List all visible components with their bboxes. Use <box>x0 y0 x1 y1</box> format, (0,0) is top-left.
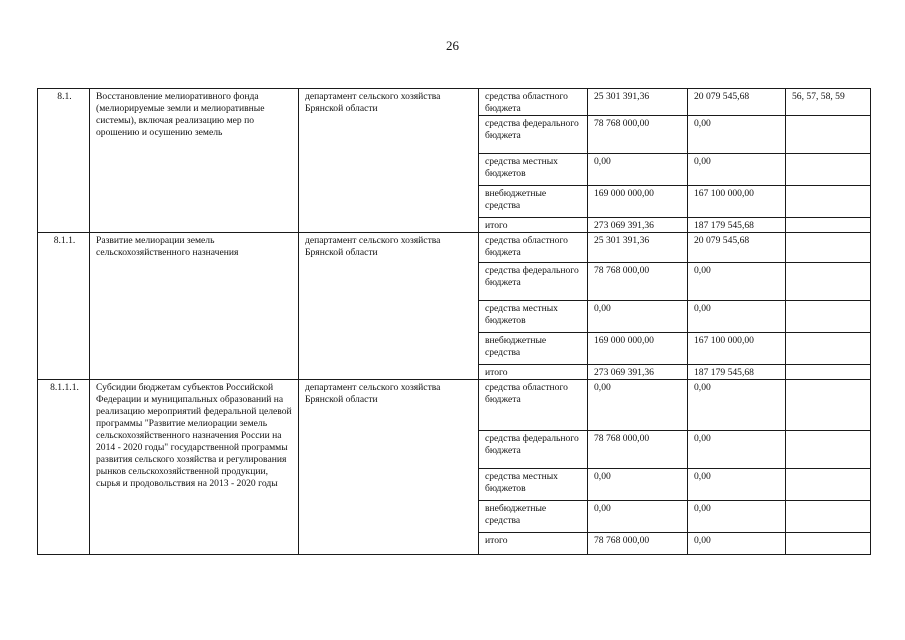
page-number: 26 <box>446 38 459 53</box>
amount-year: 0,00 <box>688 533 786 555</box>
table-row <box>38 380 871 431</box>
amount-year: 167 100 000,00 <box>688 186 786 218</box>
indicator-numbers <box>786 533 871 555</box>
item-name: Развитие мелиорации земель сельскохозяйственного назначения <box>90 233 299 380</box>
indicator-numbers <box>786 218 871 233</box>
amount-total: 78 768 000,00 <box>588 533 688 555</box>
indicator-numbers <box>786 301 871 333</box>
table-row <box>38 89 871 116</box>
item-executor: департамент сельского хозяйства Брянской области <box>299 380 479 555</box>
amount-year: 0,00 <box>688 301 786 333</box>
amount-year: 0,00 <box>688 469 786 501</box>
funding-source: внебюджетные средства <box>479 186 588 218</box>
amount-total: 0,00 <box>588 469 688 501</box>
indicator-numbers <box>786 116 871 154</box>
item-executor: департамент сельского хозяйства Брянской области <box>299 233 479 380</box>
funding-source: средства местных бюджетов <box>479 154 588 186</box>
funding-source: средства областного бюджета <box>479 380 588 431</box>
amount-total: 0,00 <box>588 501 688 533</box>
amount-total: 273 069 391,36 <box>588 218 688 233</box>
amount-total: 78 768 000,00 <box>588 116 688 154</box>
amount-total: 273 069 391,36 <box>588 365 688 380</box>
indicator-numbers <box>786 333 871 365</box>
table-row <box>38 233 871 263</box>
item-number: 8.1. <box>38 89 90 233</box>
item-name: Восстановление мелиоративного фонда (мелиорируемые земли и мелиоративные системы), включая реализацию мер по орошению и осушению земель <box>90 89 299 233</box>
funding-source: средства областного бюджета <box>479 89 588 116</box>
indicator-numbers <box>786 501 871 533</box>
indicator-numbers <box>786 431 871 469</box>
amount-year: 0,00 <box>688 431 786 469</box>
indicator-numbers <box>786 154 871 186</box>
amount-total: 0,00 <box>588 380 688 431</box>
amount-total: 169 000 000,00 <box>588 186 688 218</box>
item-number: 8.1.1.1. <box>38 380 90 555</box>
amount-total: 0,00 <box>588 154 688 186</box>
item-executor: департамент сельского хозяйства Брянской области <box>299 89 479 233</box>
amount-year: 0,00 <box>688 154 786 186</box>
amount-year: 0,00 <box>688 263 786 301</box>
funding-source: средства федерального бюджета <box>479 116 588 154</box>
amount-total: 25 301 391,36 <box>588 89 688 116</box>
indicator-numbers <box>786 186 871 218</box>
amount-year: 0,00 <box>688 116 786 154</box>
budget-table <box>37 88 871 555</box>
amount-year: 167 100 000,00 <box>688 333 786 365</box>
indicator-numbers <box>786 263 871 301</box>
amount-total: 78 768 000,00 <box>588 431 688 469</box>
item-number: 8.1.1. <box>38 233 90 380</box>
indicator-numbers <box>786 365 871 380</box>
funding-source: средства местных бюджетов <box>479 469 588 501</box>
funding-source: внебюджетные средства <box>479 333 588 365</box>
budget-table-body <box>38 89 871 555</box>
funding-source: итого <box>479 365 588 380</box>
funding-source: средства местных бюджетов <box>479 301 588 333</box>
funding-source: средства областного бюджета <box>479 233 588 263</box>
funding-source: итого <box>479 218 588 233</box>
amount-total: 78 768 000,00 <box>588 263 688 301</box>
amount-year: 187 179 545,68 <box>688 218 786 233</box>
amount-year: 0,00 <box>688 380 786 431</box>
amount-total: 25 301 391,36 <box>588 233 688 263</box>
funding-source: средства федерального бюджета <box>479 431 588 469</box>
indicator-numbers <box>786 233 871 263</box>
amount-total: 169 000 000,00 <box>588 333 688 365</box>
amount-year: 20 079 545,68 <box>688 89 786 116</box>
indicator-numbers: 56, 57, 58, 59 <box>786 89 871 116</box>
funding-source: внебюджетные средства <box>479 501 588 533</box>
amount-total: 0,00 <box>588 301 688 333</box>
amount-year: 0,00 <box>688 501 786 533</box>
funding-source: средства федерального бюджета <box>479 263 588 301</box>
amount-year: 20 079 545,68 <box>688 233 786 263</box>
amount-year: 187 179 545,68 <box>688 365 786 380</box>
indicator-numbers <box>786 469 871 501</box>
funding-source: итого <box>479 533 588 555</box>
indicator-numbers <box>786 380 871 431</box>
item-name: Субсидии бюджетам субъектов Российской Федерации и муниципальных образований на реализацию мероприятий федеральной целевой программы "Развитие мелиорации земель сельскохозяйственного назначения России на 2014 - 2020 годы" государственной программы развития сельского хозяйства и регулирования рынков сельскохозяйственной продукции, сырья и продовольствия на 2013 - 2020 годы <box>90 380 299 555</box>
